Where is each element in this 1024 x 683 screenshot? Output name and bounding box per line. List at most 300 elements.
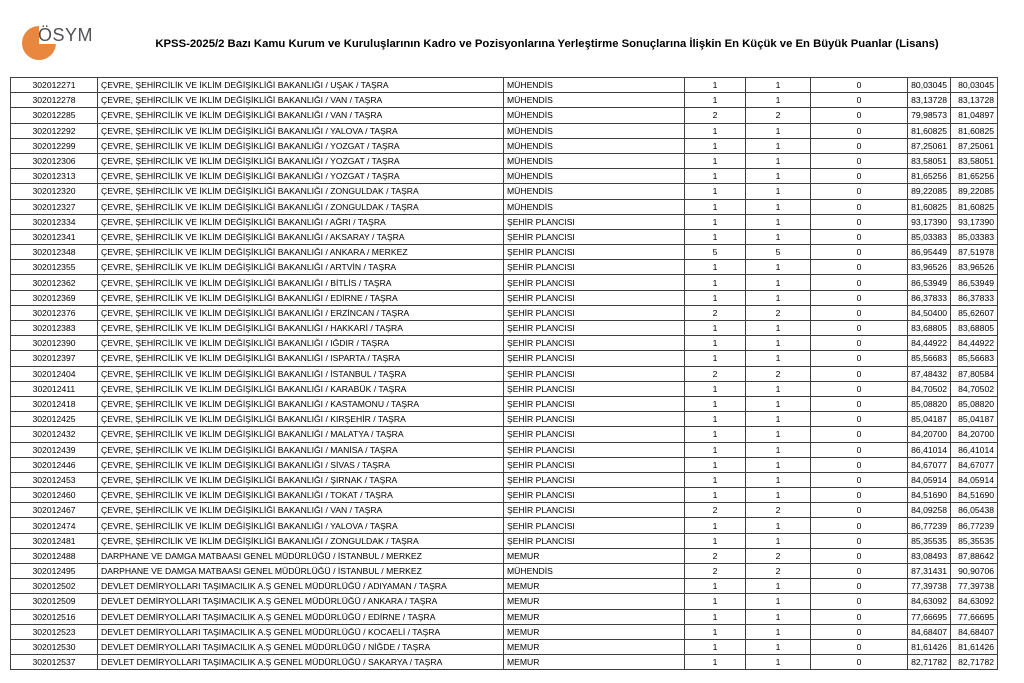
row-institution-cell: ÇEVRE, ŞEHİRCİLİK VE İKLİM DEĞİŞİKLİĞİ BAKANLIĞI / ZONGULDAK / TAŞRA — [98, 199, 504, 214]
row-empty-cell: 0 — [811, 351, 908, 366]
row-max-score-cell: 86,37833 — [951, 290, 998, 305]
row-quota-cell: 1 — [685, 442, 746, 457]
row-position-cell: MEMUR — [504, 624, 685, 639]
row-institution-cell: ÇEVRE, ŞEHİRCİLİK VE İKLİM DEĞİŞİKLİĞİ BAKANLIĞI / BİTLİS / TAŞRA — [98, 275, 504, 290]
row-institution-cell: ÇEVRE, ŞEHİRCİLİK VE İKLİM DEĞİŞİKLİĞİ BAKANLIĞI / YALOVA / TAŞRA — [98, 518, 504, 533]
row-empty-cell: 0 — [811, 169, 908, 184]
row-code-cell: 302012369 — [11, 290, 98, 305]
row-min-score-cell: 86,41014 — [908, 442, 951, 457]
row-min-score-cell: 81,61426 — [908, 639, 951, 654]
row-quota-cell: 2 — [685, 305, 746, 320]
row-code-cell: 302012306 — [11, 153, 98, 168]
row-quota-cell: 1 — [685, 579, 746, 594]
row-position-cell: ŞEHİR PLANCISI — [504, 305, 685, 320]
row-min-score-cell: 84,63092 — [908, 594, 951, 609]
row-institution-cell: ÇEVRE, ŞEHİRCİLİK VE İKLİM DEĞİŞİKLİĞİ BAKANLIĞI / ISPARTA / TAŞRA — [98, 351, 504, 366]
row-position-cell: MÜHENDİS — [504, 184, 685, 199]
row-min-score-cell: 84,50400 — [908, 305, 951, 320]
row-institution-cell: ÇEVRE, ŞEHİRCİLİK VE İKLİM DEĞİŞİKLİĞİ BAKANLIĞI / VAN / TAŞRA — [98, 503, 504, 518]
row-empty-cell: 0 — [811, 609, 908, 624]
table-row — [11, 518, 998, 533]
row-max-score-cell: 86,53949 — [951, 275, 998, 290]
row-institution-cell: ÇEVRE, ŞEHİRCİLİK VE İKLİM DEĞİŞİKLİĞİ BAKANLIĞI / ARTVİN / TAŞRA — [98, 260, 504, 275]
row-placed-cell: 1 — [746, 609, 811, 624]
row-position-cell: ŞEHİR PLANCISI — [504, 412, 685, 427]
row-placed-cell: 1 — [746, 336, 811, 351]
row-code-cell: 302012495 — [11, 564, 98, 579]
row-min-score-cell: 79,98573 — [908, 108, 951, 123]
row-position-cell: ŞEHİR PLANCISI — [504, 457, 685, 472]
row-max-score-cell: 86,41014 — [951, 442, 998, 457]
row-placed-cell: 1 — [746, 290, 811, 305]
row-empty-cell: 0 — [811, 381, 908, 396]
row-placed-cell: 1 — [746, 93, 811, 108]
row-institution-cell: ÇEVRE, ŞEHİRCİLİK VE İKLİM DEĞİŞİKLİĞİ BAKANLIĞI / İSTANBUL / TAŞRA — [98, 366, 504, 381]
row-quota-cell: 2 — [685, 548, 746, 563]
table-row — [11, 321, 998, 336]
row-empty-cell: 0 — [811, 245, 908, 260]
row-empty-cell: 0 — [811, 153, 908, 168]
table-row — [11, 396, 998, 411]
row-max-score-cell: 85,03383 — [951, 229, 998, 244]
row-quota-cell: 1 — [685, 199, 746, 214]
row-min-score-cell: 81,65256 — [908, 169, 951, 184]
row-quota-cell: 1 — [685, 260, 746, 275]
row-quota-cell: 1 — [685, 290, 746, 305]
row-institution-cell: DARPHANE VE DAMGA MATBAASI GENEL MÜDÜRLÜĞÜ / İSTANBUL / MERKEZ — [98, 564, 504, 579]
row-quota-cell: 2 — [685, 366, 746, 381]
row-code-cell: 302012467 — [11, 503, 98, 518]
row-code-cell: 302012341 — [11, 229, 98, 244]
row-institution-cell: ÇEVRE, ŞEHİRCİLİK VE İKLİM DEĞİŞİKLİĞİ BAKANLIĞI / UŞAK / TAŞRA — [98, 78, 504, 93]
row-max-score-cell: 87,80584 — [951, 366, 998, 381]
row-placed-cell: 2 — [746, 503, 811, 518]
row-empty-cell: 0 — [811, 199, 908, 214]
row-empty-cell: 0 — [811, 305, 908, 320]
table-row — [11, 579, 998, 594]
row-code-cell: 302012460 — [11, 488, 98, 503]
row-placed-cell: 2 — [746, 108, 811, 123]
row-quota-cell: 1 — [685, 229, 746, 244]
table-row — [11, 290, 998, 305]
row-min-score-cell: 85,08820 — [908, 396, 951, 411]
row-min-score-cell: 83,58051 — [908, 153, 951, 168]
row-position-cell: ŞEHİR PLANCISI — [504, 366, 685, 381]
row-max-score-cell: 89,22085 — [951, 184, 998, 199]
results-table — [10, 77, 998, 670]
row-empty-cell: 0 — [811, 639, 908, 654]
row-min-score-cell: 86,95449 — [908, 245, 951, 260]
row-max-score-cell: 85,35535 — [951, 533, 998, 548]
row-position-cell: ŞEHİR PLANCISI — [504, 396, 685, 411]
row-max-score-cell: 85,04187 — [951, 412, 998, 427]
row-min-score-cell: 85,03383 — [908, 229, 951, 244]
row-max-score-cell: 84,67077 — [951, 457, 998, 472]
row-max-score-cell: 84,05914 — [951, 472, 998, 487]
row-institution-cell: ÇEVRE, ŞEHİRCİLİK VE İKLİM DEĞİŞİKLİĞİ BAKANLIĞI / ERZİNCAN / TAŞRA — [98, 305, 504, 320]
row-empty-cell: 0 — [811, 123, 908, 138]
row-institution-cell: ÇEVRE, ŞEHİRCİLİK VE İKLİM DEĞİŞİKLİĞİ BAKANLIĞI / ŞIRNAK / TAŞRA — [98, 472, 504, 487]
row-position-cell: ŞEHİR PLANCISI — [504, 245, 685, 260]
row-position-cell: ŞEHİR PLANCISI — [504, 503, 685, 518]
row-position-cell: ŞEHİR PLANCISI — [504, 229, 685, 244]
row-min-score-cell: 84,44922 — [908, 336, 951, 351]
row-code-cell: 302012404 — [11, 366, 98, 381]
row-max-score-cell: 86,77239 — [951, 518, 998, 533]
table-row — [11, 594, 998, 609]
row-institution-cell: ÇEVRE, ŞEHİRCİLİK VE İKLİM DEĞİŞİKLİĞİ BAKANLIĞI / IĞDIR / TAŞRA — [98, 336, 504, 351]
table-row — [11, 199, 998, 214]
row-max-score-cell: 84,44922 — [951, 336, 998, 351]
row-placed-cell: 1 — [746, 78, 811, 93]
row-empty-cell: 0 — [811, 214, 908, 229]
row-position-cell: MEMUR — [504, 594, 685, 609]
table-row — [11, 229, 998, 244]
row-max-score-cell: 84,70502 — [951, 381, 998, 396]
row-code-cell: 302012453 — [11, 472, 98, 487]
row-code-cell: 302012523 — [11, 624, 98, 639]
row-empty-cell: 0 — [811, 427, 908, 442]
row-quota-cell: 1 — [685, 472, 746, 487]
table-row — [11, 214, 998, 229]
row-placed-cell: 2 — [746, 366, 811, 381]
row-code-cell: 302012502 — [11, 579, 98, 594]
row-min-score-cell: 85,56683 — [908, 351, 951, 366]
row-empty-cell: 0 — [811, 275, 908, 290]
row-quota-cell: 1 — [685, 639, 746, 654]
row-position-cell: MÜHENDİS — [504, 108, 685, 123]
row-empty-cell: 0 — [811, 472, 908, 487]
row-institution-cell: ÇEVRE, ŞEHİRCİLİK VE İKLİM DEĞİŞİKLİĞİ BAKANLIĞI / YOZGAT / TAŞRA — [98, 169, 504, 184]
table-row — [11, 275, 998, 290]
row-placed-cell: 1 — [746, 655, 811, 670]
row-max-score-cell: 82,71782 — [951, 655, 998, 670]
row-max-score-cell: 81,61426 — [951, 639, 998, 654]
row-empty-cell: 0 — [811, 336, 908, 351]
row-max-score-cell: 81,65256 — [951, 169, 998, 184]
row-quota-cell: 1 — [685, 533, 746, 548]
row-code-cell: 302012425 — [11, 412, 98, 427]
row-min-score-cell: 84,51690 — [908, 488, 951, 503]
row-code-cell: 302012271 — [11, 78, 98, 93]
row-position-cell: ŞEHİR PLANCISI — [504, 336, 685, 351]
row-position-cell: ŞEHİR PLANCISI — [504, 214, 685, 229]
row-code-cell: 302012320 — [11, 184, 98, 199]
row-institution-cell: ÇEVRE, ŞEHİRCİLİK VE İKLİM DEĞİŞİKLİĞİ BAKANLIĞI / MALATYA / TAŞRA — [98, 427, 504, 442]
row-placed-cell: 1 — [746, 138, 811, 153]
row-code-cell: 302012292 — [11, 123, 98, 138]
row-code-cell: 302012509 — [11, 594, 98, 609]
row-min-score-cell: 83,96526 — [908, 260, 951, 275]
row-placed-cell: 1 — [746, 123, 811, 138]
row-position-cell: ŞEHİR PLANCISI — [504, 427, 685, 442]
row-max-score-cell: 80,03045 — [951, 78, 998, 93]
row-quota-cell: 1 — [685, 609, 746, 624]
results-table-body — [11, 78, 998, 670]
row-institution-cell: ÇEVRE, ŞEHİRCİLİK VE İKLİM DEĞİŞİKLİĞİ BAKANLIĞI / ZONGULDAK / TAŞRA — [98, 184, 504, 199]
row-position-cell: MÜHENDİS — [504, 199, 685, 214]
table-row — [11, 108, 998, 123]
row-empty-cell: 0 — [811, 260, 908, 275]
row-position-cell: ŞEHİR PLANCISI — [504, 381, 685, 396]
row-empty-cell: 0 — [811, 624, 908, 639]
table-row — [11, 503, 998, 518]
row-quota-cell: 1 — [685, 412, 746, 427]
row-max-score-cell: 85,62607 — [951, 305, 998, 320]
table-row — [11, 184, 998, 199]
row-max-score-cell: 84,63092 — [951, 594, 998, 609]
row-institution-cell: DEVLET DEMİRYOLLARI TAŞIMACILIK A.Ş GENEL MÜDÜRLÜĞÜ / EDİRNE / TAŞRA — [98, 609, 504, 624]
row-institution-cell: ÇEVRE, ŞEHİRCİLİK VE İKLİM DEĞİŞİKLİĞİ BAKANLIĞI / KIRŞEHİR / TAŞRA — [98, 412, 504, 427]
row-quota-cell: 1 — [685, 275, 746, 290]
row-code-cell: 302012376 — [11, 305, 98, 320]
row-institution-cell: ÇEVRE, ŞEHİRCİLİK VE İKLİM DEĞİŞİKLİĞİ BAKANLIĞI / YOZGAT / TAŞRA — [98, 138, 504, 153]
row-min-score-cell: 77,39738 — [908, 579, 951, 594]
row-position-cell: MÜHENDİS — [504, 169, 685, 184]
row-empty-cell: 0 — [811, 488, 908, 503]
row-position-cell: MÜHENDİS — [504, 138, 685, 153]
row-institution-cell: ÇEVRE, ŞEHİRCİLİK VE İKLİM DEĞİŞİKLİĞİ BAKANLIĞI / VAN / TAŞRA — [98, 93, 504, 108]
row-position-cell: MEMUR — [504, 579, 685, 594]
row-quota-cell: 1 — [685, 381, 746, 396]
row-max-score-cell: 84,20700 — [951, 427, 998, 442]
row-max-score-cell: 81,04897 — [951, 108, 998, 123]
row-quota-cell: 1 — [685, 351, 746, 366]
row-code-cell: 302012516 — [11, 609, 98, 624]
table-row — [11, 427, 998, 442]
row-empty-cell: 0 — [811, 290, 908, 305]
row-position-cell: ŞEHİR PLANCISI — [504, 533, 685, 548]
row-institution-cell: DEVLET DEMİRYOLLARI TAŞIMACILIK A.Ş GENEL MÜDÜRLÜĞÜ / SAKARYA / TAŞRA — [98, 655, 504, 670]
row-code-cell: 302012355 — [11, 260, 98, 275]
row-code-cell: 302012383 — [11, 321, 98, 336]
row-quota-cell: 5 — [685, 245, 746, 260]
row-empty-cell: 0 — [811, 548, 908, 563]
row-code-cell: 302012299 — [11, 138, 98, 153]
row-institution-cell: DARPHANE VE DAMGA MATBAASI GENEL MÜDÜRLÜĞÜ / İSTANBUL / MERKEZ — [98, 548, 504, 563]
row-placed-cell: 2 — [746, 564, 811, 579]
table-row — [11, 245, 998, 260]
table-row — [11, 533, 998, 548]
row-institution-cell: ÇEVRE, ŞEHİRCİLİK VE İKLİM DEĞİŞİKLİĞİ BAKANLIĞI / YOZGAT / TAŞRA — [98, 153, 504, 168]
row-empty-cell: 0 — [811, 503, 908, 518]
row-position-cell: MÜHENDİS — [504, 153, 685, 168]
table-row — [11, 78, 998, 93]
row-institution-cell: ÇEVRE, ŞEHİRCİLİK VE İKLİM DEĞİŞİKLİĞİ BAKANLIĞI / AKSARAY / TAŞRA — [98, 229, 504, 244]
row-institution-cell: ÇEVRE, ŞEHİRCİLİK VE İKLİM DEĞİŞİKLİĞİ BAKANLIĞI / VAN / TAŞRA — [98, 108, 504, 123]
table-row — [11, 366, 998, 381]
row-empty-cell: 0 — [811, 655, 908, 670]
row-quota-cell: 1 — [685, 488, 746, 503]
row-institution-cell: ÇEVRE, ŞEHİRCİLİK VE İKLİM DEĞİŞİKLİĞİ BAKANLIĞI / EDİRNE / TAŞRA — [98, 290, 504, 305]
row-empty-cell: 0 — [811, 594, 908, 609]
row-min-score-cell: 83,13728 — [908, 93, 951, 108]
table-row — [11, 488, 998, 503]
row-code-cell: 302012285 — [11, 108, 98, 123]
row-quota-cell: 1 — [685, 138, 746, 153]
row-quota-cell: 1 — [685, 624, 746, 639]
row-empty-cell: 0 — [811, 564, 908, 579]
row-quota-cell: 1 — [685, 336, 746, 351]
row-quota-cell: 1 — [685, 169, 746, 184]
row-empty-cell: 0 — [811, 412, 908, 427]
table-row — [11, 305, 998, 320]
row-quota-cell: 1 — [685, 321, 746, 336]
row-placed-cell: 1 — [746, 321, 811, 336]
row-empty-cell: 0 — [811, 321, 908, 336]
row-empty-cell: 0 — [811, 138, 908, 153]
row-code-cell: 302012278 — [11, 93, 98, 108]
row-placed-cell: 1 — [746, 488, 811, 503]
row-institution-cell: ÇEVRE, ŞEHİRCİLİK VE İKLİM DEĞİŞİKLİĞİ BAKANLIĞI / SİVAS / TAŞRA — [98, 457, 504, 472]
row-code-cell: 302012327 — [11, 199, 98, 214]
row-institution-cell: ÇEVRE, ŞEHİRCİLİK VE İKLİM DEĞİŞİKLİĞİ BAKANLIĞI / AĞRI / TAŞRA — [98, 214, 504, 229]
table-row — [11, 655, 998, 670]
row-code-cell: 302012474 — [11, 518, 98, 533]
row-min-score-cell: 87,31431 — [908, 564, 951, 579]
row-placed-cell: 1 — [746, 396, 811, 411]
row-min-score-cell: 80,03045 — [908, 78, 951, 93]
row-min-score-cell: 84,20700 — [908, 427, 951, 442]
row-placed-cell: 1 — [746, 351, 811, 366]
table-row — [11, 336, 998, 351]
row-max-score-cell: 86,05438 — [951, 503, 998, 518]
row-placed-cell: 1 — [746, 260, 811, 275]
row-empty-cell: 0 — [811, 518, 908, 533]
row-position-cell: ŞEHİR PLANCISI — [504, 275, 685, 290]
row-min-score-cell: 84,05914 — [908, 472, 951, 487]
row-placed-cell: 1 — [746, 518, 811, 533]
row-position-cell: MEMUR — [504, 609, 685, 624]
row-institution-cell: ÇEVRE, ŞEHİRCİLİK VE İKLİM DEĞİŞİKLİĞİ BAKANLIĞI / ANKARA / MERKEZ — [98, 245, 504, 260]
row-code-cell: 302012530 — [11, 639, 98, 654]
table-row — [11, 442, 998, 457]
row-min-score-cell: 86,37833 — [908, 290, 951, 305]
row-max-score-cell: 87,25061 — [951, 138, 998, 153]
table-row — [11, 639, 998, 654]
row-position-cell: MÜHENDİS — [504, 93, 685, 108]
row-code-cell: 302012481 — [11, 533, 98, 548]
row-quota-cell: 1 — [685, 78, 746, 93]
row-institution-cell: DEVLET DEMİRYOLLARI TAŞIMACILIK A.Ş GENEL MÜDÜRLÜĞÜ / KOCAELİ / TAŞRA — [98, 624, 504, 639]
row-code-cell: 302012397 — [11, 351, 98, 366]
row-placed-cell: 1 — [746, 442, 811, 457]
row-max-score-cell: 83,68805 — [951, 321, 998, 336]
table-row — [11, 472, 998, 487]
row-min-score-cell: 85,35535 — [908, 533, 951, 548]
row-position-cell: ŞEHİR PLANCISI — [504, 351, 685, 366]
row-placed-cell: 1 — [746, 427, 811, 442]
row-placed-cell: 1 — [746, 199, 811, 214]
row-min-score-cell: 89,22085 — [908, 184, 951, 199]
row-placed-cell: 1 — [746, 229, 811, 244]
row-institution-cell: ÇEVRE, ŞEHİRCİLİK VE İKLİM DEĞİŞİKLİĞİ BAKANLIĞI / TOKAT / TAŞRA — [98, 488, 504, 503]
row-empty-cell: 0 — [811, 78, 908, 93]
row-max-score-cell: 85,56683 — [951, 351, 998, 366]
row-placed-cell: 1 — [746, 184, 811, 199]
table-row — [11, 564, 998, 579]
row-min-score-cell: 84,68407 — [908, 624, 951, 639]
row-quota-cell: 1 — [685, 214, 746, 229]
row-min-score-cell: 84,09258 — [908, 503, 951, 518]
row-min-score-cell: 86,77239 — [908, 518, 951, 533]
row-position-cell: MÜHENDİS — [504, 564, 685, 579]
table-row — [11, 412, 998, 427]
table-row — [11, 138, 998, 153]
row-max-score-cell: 84,51690 — [951, 488, 998, 503]
row-position-cell: ŞEHİR PLANCISI — [504, 442, 685, 457]
row-max-score-cell: 83,58051 — [951, 153, 998, 168]
row-quota-cell: 1 — [685, 594, 746, 609]
row-placed-cell: 2 — [746, 548, 811, 563]
row-max-score-cell: 77,39738 — [951, 579, 998, 594]
row-empty-cell: 0 — [811, 184, 908, 199]
row-max-score-cell: 87,51978 — [951, 245, 998, 260]
row-max-score-cell: 85,08820 — [951, 396, 998, 411]
row-min-score-cell: 84,70502 — [908, 381, 951, 396]
row-empty-cell: 0 — [811, 229, 908, 244]
row-code-cell: 302012446 — [11, 457, 98, 472]
row-quota-cell: 2 — [685, 564, 746, 579]
table-row — [11, 548, 998, 563]
row-empty-cell: 0 — [811, 108, 908, 123]
osym-logo-text: ÖSYM — [38, 25, 94, 45]
row-quota-cell: 2 — [685, 503, 746, 518]
table-row — [11, 609, 998, 624]
row-position-cell: MÜHENDİS — [504, 123, 685, 138]
row-max-score-cell: 77,66695 — [951, 609, 998, 624]
row-max-score-cell: 81,60825 — [951, 199, 998, 214]
row-position-cell: ŞEHİR PLANCISI — [504, 518, 685, 533]
row-code-cell: 302012488 — [11, 548, 98, 563]
row-max-score-cell: 93,17390 — [951, 214, 998, 229]
row-placed-cell: 1 — [746, 579, 811, 594]
row-min-score-cell: 83,08493 — [908, 548, 951, 563]
row-position-cell: ŞEHİR PLANCISI — [504, 290, 685, 305]
row-min-score-cell: 77,66695 — [908, 609, 951, 624]
row-quota-cell: 1 — [685, 457, 746, 472]
row-code-cell: 302012411 — [11, 381, 98, 396]
row-position-cell: MEMUR — [504, 655, 685, 670]
row-placed-cell: 5 — [746, 245, 811, 260]
row-quota-cell: 1 — [685, 93, 746, 108]
row-quota-cell: 1 — [685, 396, 746, 411]
row-placed-cell: 2 — [746, 305, 811, 320]
row-code-cell: 302012362 — [11, 275, 98, 290]
row-max-score-cell: 83,13728 — [951, 93, 998, 108]
row-placed-cell: 1 — [746, 533, 811, 548]
row-code-cell: 302012334 — [11, 214, 98, 229]
row-empty-cell: 0 — [811, 442, 908, 457]
row-institution-cell: DEVLET DEMİRYOLLARI TAŞIMACILIK A.Ş GENEL MÜDÜRLÜĞÜ / NİĞDE / TAŞRA — [98, 639, 504, 654]
row-empty-cell: 0 — [811, 457, 908, 472]
row-placed-cell: 1 — [746, 275, 811, 290]
row-quota-cell: 1 — [685, 153, 746, 168]
row-min-score-cell: 86,53949 — [908, 275, 951, 290]
row-min-score-cell: 85,04187 — [908, 412, 951, 427]
row-code-cell: 302012418 — [11, 396, 98, 411]
row-quota-cell: 1 — [685, 184, 746, 199]
row-min-score-cell: 87,25061 — [908, 138, 951, 153]
row-institution-cell: ÇEVRE, ŞEHİRCİLİK VE İKLİM DEĞİŞİKLİĞİ BAKANLIĞI / MANİSA / TAŞRA — [98, 442, 504, 457]
row-placed-cell: 1 — [746, 214, 811, 229]
row-code-cell: 302012390 — [11, 336, 98, 351]
row-quota-cell: 1 — [685, 123, 746, 138]
row-min-score-cell: 82,71782 — [908, 655, 951, 670]
row-placed-cell: 1 — [746, 639, 811, 654]
row-empty-cell: 0 — [811, 579, 908, 594]
row-min-score-cell: 93,17390 — [908, 214, 951, 229]
